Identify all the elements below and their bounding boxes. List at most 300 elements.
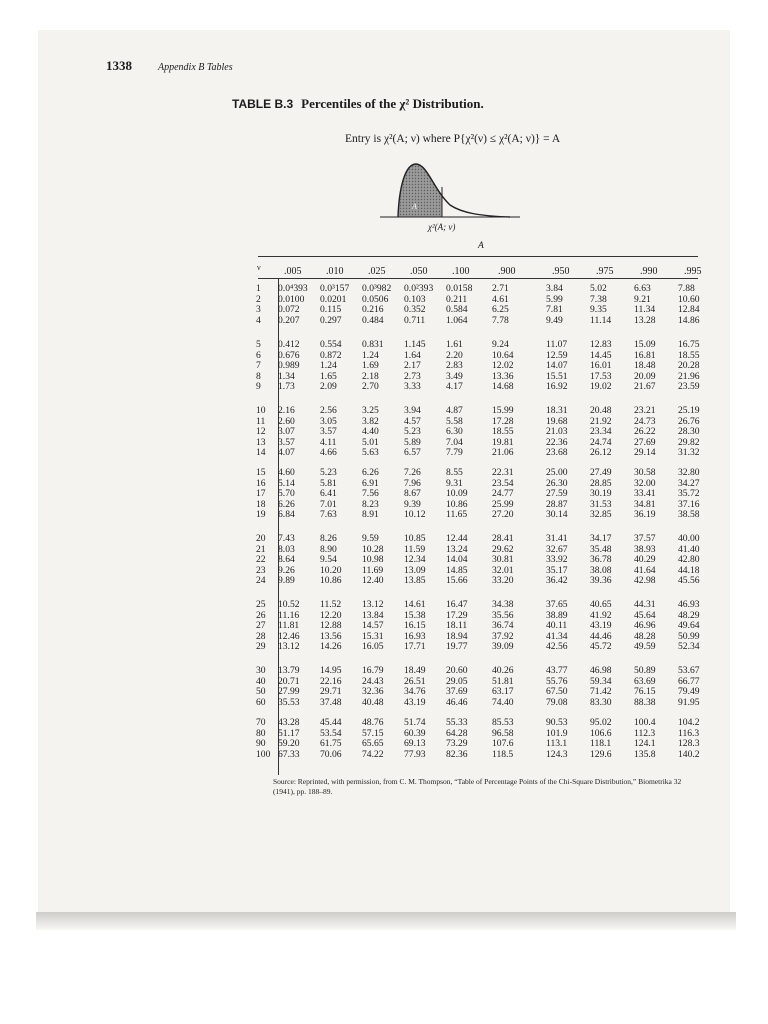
row-df: 20 [256, 533, 266, 544]
table-cell: 0.0201 [320, 293, 347, 305]
table-cell: 10.52 [278, 599, 300, 610]
table-cell: 9.59 [362, 533, 379, 544]
table-cell: 7.81 [546, 304, 563, 316]
table-cell: 22.31 [492, 467, 514, 478]
table-cell: 28.41 [492, 533, 514, 544]
table-cell: 35.56 [492, 609, 514, 621]
table-row [256, 468, 718, 479]
table-cell: 4.66 [320, 447, 337, 459]
table-cell: 65.65 [362, 738, 384, 750]
table-cell: 11.34 [634, 304, 656, 316]
table-cell: 53.67 [678, 665, 700, 676]
table-cell: 0.584 [446, 304, 468, 316]
table-cell: 3.94 [404, 405, 421, 416]
table-cell: 16.75 [678, 339, 700, 350]
table-cell: 34.17 [590, 533, 612, 544]
table-cell: 88.38 [634, 696, 656, 708]
row-df: 14 [256, 447, 266, 459]
table-cell: 4.61 [492, 293, 509, 305]
table-cell: 44.46 [590, 630, 612, 642]
row-group [256, 534, 718, 587]
table-cell: 26.51 [404, 675, 426, 687]
table-cell: 40.00 [678, 533, 700, 544]
row-df: 100 [256, 748, 271, 760]
table-cell: 37.57 [634, 533, 656, 544]
table-cell: 45.44 [320, 717, 342, 728]
table-cell: 37.65 [546, 599, 568, 610]
table-cell: 135.8 [634, 748, 656, 760]
column-header: .050 [410, 266, 428, 277]
page-number: 1338 [106, 58, 132, 73]
table-cell: 10.28 [362, 543, 384, 555]
table-cell: 5.14 [278, 477, 295, 489]
row-df: 8 [256, 370, 261, 382]
table-cell: 32.00 [634, 477, 656, 489]
table-cell: 3.57 [320, 426, 337, 438]
table-cell: 3.33 [404, 381, 421, 393]
table-cell: 7.01 [320, 498, 337, 510]
table-cell: 15.66 [446, 575, 468, 587]
table-cell: 57.15 [362, 727, 384, 739]
table-cell: 8.64 [278, 554, 295, 566]
table-cell: 6.30 [446, 426, 463, 438]
table-cell: 118.5 [492, 748, 514, 760]
table-cell: 8.55 [446, 467, 463, 478]
table-cell: 27.59 [546, 488, 568, 500]
row-group [256, 468, 718, 521]
table-cell: 13.09 [404, 564, 426, 576]
nu-header: ν [257, 263, 261, 272]
table-cell: 23.59 [678, 381, 700, 393]
table-cell: 10.86 [320, 575, 342, 587]
table-cell: 69.13 [404, 738, 426, 750]
table-cell: 0.352 [404, 304, 426, 316]
header-rule-top [258, 256, 698, 257]
table-cell: 16.05 [362, 641, 384, 653]
table-row [256, 340, 718, 351]
table-cell: 35.48 [590, 543, 612, 555]
table-cell: 118.1 [590, 738, 612, 750]
table-cell: 6.26 [278, 498, 295, 510]
table-cell: 16.47 [446, 599, 468, 610]
table-cell: 91.95 [678, 696, 700, 708]
table-cell: 25.19 [678, 405, 700, 416]
table-row [256, 718, 718, 729]
table-cell: 23.68 [546, 447, 568, 459]
row-df: 40 [256, 675, 266, 687]
table-cell: 13.12 [278, 641, 300, 653]
row-df: 90 [256, 738, 266, 750]
table-cell: 14.86 [678, 314, 700, 326]
table-cell: 20.48 [590, 405, 612, 416]
row-df: 29 [256, 641, 266, 653]
table-cell: 46.46 [446, 696, 468, 708]
table-cell: 3.07 [278, 426, 295, 438]
table-row [256, 750, 718, 761]
table-cell: 112.3 [634, 727, 656, 739]
table-cell: 36.74 [492, 620, 514, 632]
table-cell: 28.87 [546, 498, 568, 510]
table-row [256, 698, 718, 709]
table-cell: 37.48 [320, 696, 342, 708]
table-cell: 18.31 [546, 405, 568, 416]
table-cell: 14.07 [546, 360, 568, 372]
table-cell: 8.03 [278, 543, 295, 555]
table-cell: 90.53 [546, 717, 568, 728]
table-cell: 42.80 [678, 554, 700, 566]
table-cell: 51.17 [278, 727, 300, 739]
table-cell: 34.27 [678, 477, 700, 489]
table-cell: 14.68 [492, 381, 514, 393]
table-cell: 100.4 [634, 717, 656, 728]
table-cell: 85.53 [492, 717, 514, 728]
row-group [256, 666, 718, 708]
table-cell: 0.211 [446, 293, 468, 305]
table-cell: 27.99 [278, 686, 300, 698]
table-cell: 5.99 [546, 293, 563, 305]
table-cell: 48.28 [634, 630, 656, 642]
table-cell: 23.34 [590, 426, 612, 438]
table-cell: 6.41 [320, 488, 337, 500]
table-cell: 7.26 [404, 467, 421, 478]
table-cell: 1.145 [404, 339, 426, 350]
table-cell: 66.77 [678, 675, 700, 687]
table-cell: 5.02 [590, 283, 607, 294]
table-cell: 32.80 [678, 467, 700, 478]
table-cell: 33.41 [634, 488, 656, 500]
table-cell: 19.02 [590, 381, 612, 393]
row-group [256, 406, 718, 459]
table-cell: 0.0506 [362, 293, 389, 305]
table-cell: 24.43 [362, 675, 384, 687]
table-cell: 107.6 [492, 738, 514, 750]
column-header: .010 [326, 266, 344, 277]
row-df: 21 [256, 543, 266, 555]
table-cell: 4.40 [362, 426, 379, 438]
table-cell: 8.67 [404, 488, 421, 500]
table-cell: 113.1 [546, 738, 568, 750]
row-df: 6 [256, 349, 261, 361]
table-cell: 43.19 [404, 696, 426, 708]
table-cell: 3.84 [546, 283, 563, 294]
table-cell: 18.55 [492, 426, 514, 438]
table-cell: 9.54 [320, 554, 337, 566]
table-cell: 95.02 [590, 717, 612, 728]
table-row [256, 316, 718, 327]
table-cell: 44.18 [678, 564, 700, 576]
table-cell: 35.53 [278, 696, 300, 708]
table-cell: 4.60 [278, 467, 295, 478]
row-df: 7 [256, 360, 261, 372]
table-cell: 60.39 [404, 727, 426, 739]
table-cell: 48.76 [362, 717, 384, 728]
table-cell: 38.08 [590, 564, 612, 576]
table-cell: 10.60 [678, 293, 700, 305]
table-cell: 15.31 [362, 630, 384, 642]
table-cell: 59.34 [590, 675, 612, 687]
table-cell: 0.412 [278, 339, 300, 350]
column-header: .975 [596, 266, 614, 277]
source-note: Source: Reprinted, with permission, from C. M. Thompson, “Table of Percentage Points of the Chi-Square Distribution,” Biometrika 32 (1941), pp. 188–89. [273, 777, 682, 796]
table-cell: 4.07 [278, 447, 295, 459]
table-cell: 12.02 [492, 360, 514, 372]
row-group [256, 718, 718, 760]
table-cell: 37.92 [492, 630, 514, 642]
table-cell: 29.05 [446, 675, 468, 687]
table-row [256, 534, 718, 545]
table-cell: 1.064 [446, 314, 468, 326]
table-cell: 14.95 [320, 665, 342, 676]
table-cell: 79.08 [546, 696, 568, 708]
table-cell: 53.54 [320, 727, 342, 739]
table-cell: 2.60 [278, 415, 295, 427]
table-cell: 31.32 [678, 447, 700, 459]
table-cell: 13.85 [404, 575, 426, 587]
table-cell: 14.04 [446, 554, 468, 566]
table-cell: 1.24 [362, 349, 379, 361]
table-cell: 24.77 [492, 488, 514, 500]
row-df: 13 [256, 436, 266, 448]
table-cell: 15.38 [404, 609, 426, 621]
row-df: 28 [256, 630, 266, 642]
column-header: .995 [684, 266, 702, 277]
table-cell: 13.84 [362, 609, 384, 621]
table-cell: 0.103 [404, 293, 426, 305]
table-cell: 2.83 [446, 360, 463, 372]
table-cell: 67.33 [278, 748, 300, 760]
table-cell: 42.56 [546, 641, 568, 653]
percentile-label: χ²(A; ν) [428, 222, 456, 232]
row-group [256, 284, 718, 326]
table-cell: 13.56 [320, 630, 342, 642]
page-edge-shadow [36, 912, 736, 930]
table-row [256, 666, 718, 677]
row-df: 50 [256, 686, 266, 698]
row-df: 25 [256, 599, 266, 610]
table-cell: 35.72 [678, 488, 700, 500]
table-cell: 0.676 [278, 349, 300, 361]
table-cell: 12.40 [362, 575, 384, 587]
table-cell: 74.40 [492, 696, 514, 708]
table-cell: 10.12 [404, 509, 426, 521]
column-header: .005 [284, 266, 302, 277]
table-cell: 13.79 [278, 665, 300, 676]
chi-square-density-figure [360, 150, 540, 238]
running-header: Appendix B Tables [158, 62, 233, 73]
table-cell: 29.62 [492, 543, 514, 555]
table-cell: 43.28 [278, 717, 300, 728]
table-cell: 6.63 [634, 283, 651, 294]
row-df: 3 [256, 304, 261, 316]
table-cell: 36.78 [590, 554, 612, 566]
table-cell: 9.26 [278, 564, 295, 576]
column-header: .100 [452, 266, 470, 277]
table-cell: 41.92 [590, 609, 612, 621]
table-cell: 45.64 [634, 609, 656, 621]
table-cell: 11.14 [590, 314, 612, 326]
column-header: .025 [368, 266, 386, 277]
table-cell: 76.15 [634, 686, 656, 698]
table-cell: 14.85 [446, 564, 468, 576]
table-cell: 6.25 [492, 304, 509, 316]
table-cell: 61.75 [320, 738, 342, 750]
table-cell: 25.99 [492, 498, 514, 510]
table-cell: 35.17 [546, 564, 568, 576]
table-cell: 74.22 [362, 748, 384, 760]
table-cell: 3.49 [446, 370, 463, 382]
table-cell: 0.554 [320, 339, 342, 350]
table-cell: 20.09 [634, 370, 656, 382]
table-cell: 13.24 [446, 543, 468, 555]
table-cell: 23.54 [492, 477, 514, 489]
table-cell: 36.42 [546, 575, 568, 587]
table-cell: 18.55 [678, 349, 700, 361]
table-cell: 1.65 [320, 370, 337, 382]
table-cell: 1.34 [278, 370, 295, 382]
table-cell: 4.11 [320, 436, 337, 448]
table-cell: 9.21 [634, 293, 651, 305]
column-header: .990 [640, 266, 658, 277]
table-cell: 96.58 [492, 727, 514, 739]
table-cell: 124.1 [634, 738, 656, 750]
table-cell: 129.6 [590, 748, 612, 760]
column-header: .900 [498, 266, 516, 277]
table-cell: 2.18 [362, 370, 379, 382]
table-cell: 106.6 [590, 727, 612, 739]
table-cell: 5.63 [362, 447, 379, 459]
table-cell: 29.82 [678, 436, 700, 448]
table-cell: 12.88 [320, 620, 342, 632]
table-cell: 49.59 [634, 641, 656, 653]
row-df: 22 [256, 554, 266, 566]
table-cell: 39.36 [590, 575, 612, 587]
table-cell: 0.0158 [446, 283, 473, 294]
table-cell: 12.84 [678, 304, 700, 316]
table-row [256, 642, 718, 653]
table-cell: 140.2 [678, 748, 700, 760]
table-cell: 13.28 [634, 314, 656, 326]
table-cell: 37.16 [678, 498, 700, 510]
table-cell: 8.26 [320, 533, 337, 544]
table-cell: 30.14 [546, 509, 568, 521]
row-group [256, 340, 718, 393]
shaded-area-label: A [412, 202, 417, 211]
table-cell: 29.14 [634, 447, 656, 459]
table-cell: 40.26 [492, 665, 514, 676]
row-df: 80 [256, 727, 266, 739]
table-cell: 14.26 [320, 641, 342, 653]
table-cell: 51.74 [404, 717, 426, 728]
table-cell: 14.57 [362, 620, 384, 632]
table-cell: 116.3 [678, 727, 700, 739]
table-cell: 9.31 [446, 477, 463, 489]
table-cell: 0.989 [278, 360, 300, 372]
row-df: 5 [256, 339, 261, 350]
table-cell: 21.06 [492, 447, 514, 459]
table-cell: 41.64 [634, 564, 656, 576]
entry-description: Entry is χ²(A; ν) where P{χ²(ν) ≤ χ²(A; ν)} = A [345, 133, 561, 145]
table-cell: 18.49 [404, 665, 426, 676]
table-cell: 46.96 [634, 620, 656, 632]
table-cell: 2.71 [492, 283, 509, 294]
table-cell: 31.53 [590, 498, 612, 510]
table-cell: 6.84 [278, 509, 295, 521]
table-cell: 23.21 [634, 405, 656, 416]
table-cell: 0.0100 [278, 293, 305, 305]
table-cell: 63.17 [492, 686, 514, 698]
table-cell: 32.36 [362, 686, 384, 698]
table-cell: 1.64 [404, 349, 421, 361]
table-cell: 2.16 [278, 405, 295, 416]
table-cell: 0.831 [362, 339, 384, 350]
table-cell: 63.69 [634, 675, 656, 687]
table-cell: 0.0²393 [404, 283, 434, 294]
table-cell: 27.49 [590, 467, 612, 478]
table-cell: 5.58 [446, 415, 463, 427]
table-cell: 19.81 [492, 436, 514, 448]
table-cell: 83.30 [590, 696, 612, 708]
table-cell: 67.50 [546, 686, 568, 698]
table-cell: 29.71 [320, 686, 342, 698]
table-cell: 4.57 [404, 415, 421, 427]
table-cell: 55.33 [446, 717, 468, 728]
row-df: 11 [256, 415, 266, 427]
table-cell: 11.81 [278, 620, 300, 632]
table-cell: 26.22 [634, 426, 656, 438]
table-cell: 5.23 [404, 426, 421, 438]
table-cell: 0.0⁴393 [278, 283, 308, 294]
table-cell: 11.65 [446, 509, 468, 521]
table-cell: 30.58 [634, 467, 656, 478]
table-cell: 8.91 [362, 509, 379, 521]
table-cell: 0.297 [320, 314, 342, 326]
table-cell: 7.78 [492, 314, 509, 326]
table-cell: 27.20 [492, 509, 514, 521]
table-cell: 32.01 [492, 564, 514, 576]
row-df: 12 [256, 426, 266, 438]
table-cell: 11.16 [278, 609, 300, 621]
table-label: TABLE B.3 [232, 97, 294, 111]
table-cell: 2.70 [362, 381, 379, 393]
table-cell: 44.31 [634, 599, 656, 610]
table-cell: 22.16 [320, 675, 342, 687]
table-cell: 71.42 [590, 686, 612, 698]
table-cell: 8.90 [320, 543, 337, 555]
table-cell: 16.15 [404, 620, 426, 632]
table-cell: 12.46 [278, 630, 300, 642]
table-cell: 1.24 [320, 360, 337, 372]
row-df: 18 [256, 498, 266, 510]
table-title-text: Percentiles of the χ² Distribution. [301, 96, 484, 111]
table-cell: 10.20 [320, 564, 342, 576]
table-cell: 28.85 [590, 477, 612, 489]
table-cell: 26.12 [590, 447, 612, 459]
table-row [256, 600, 718, 611]
table-cell: 7.04 [446, 436, 463, 448]
table-cell: 38.93 [634, 543, 656, 555]
table-cell: 6.91 [362, 477, 379, 489]
table-cell: 21.03 [546, 426, 568, 438]
row-df: 26 [256, 609, 266, 621]
table-cell: 40.11 [546, 620, 568, 632]
table-cell: 0.216 [362, 304, 384, 316]
table-cell: 2.56 [320, 405, 337, 416]
table-cell: 128.3 [678, 738, 700, 750]
row-df: 30 [256, 665, 266, 676]
table-cell: 18.94 [446, 630, 468, 642]
table-cell: 40.29 [634, 554, 656, 566]
table-cell: 101.9 [546, 727, 568, 739]
